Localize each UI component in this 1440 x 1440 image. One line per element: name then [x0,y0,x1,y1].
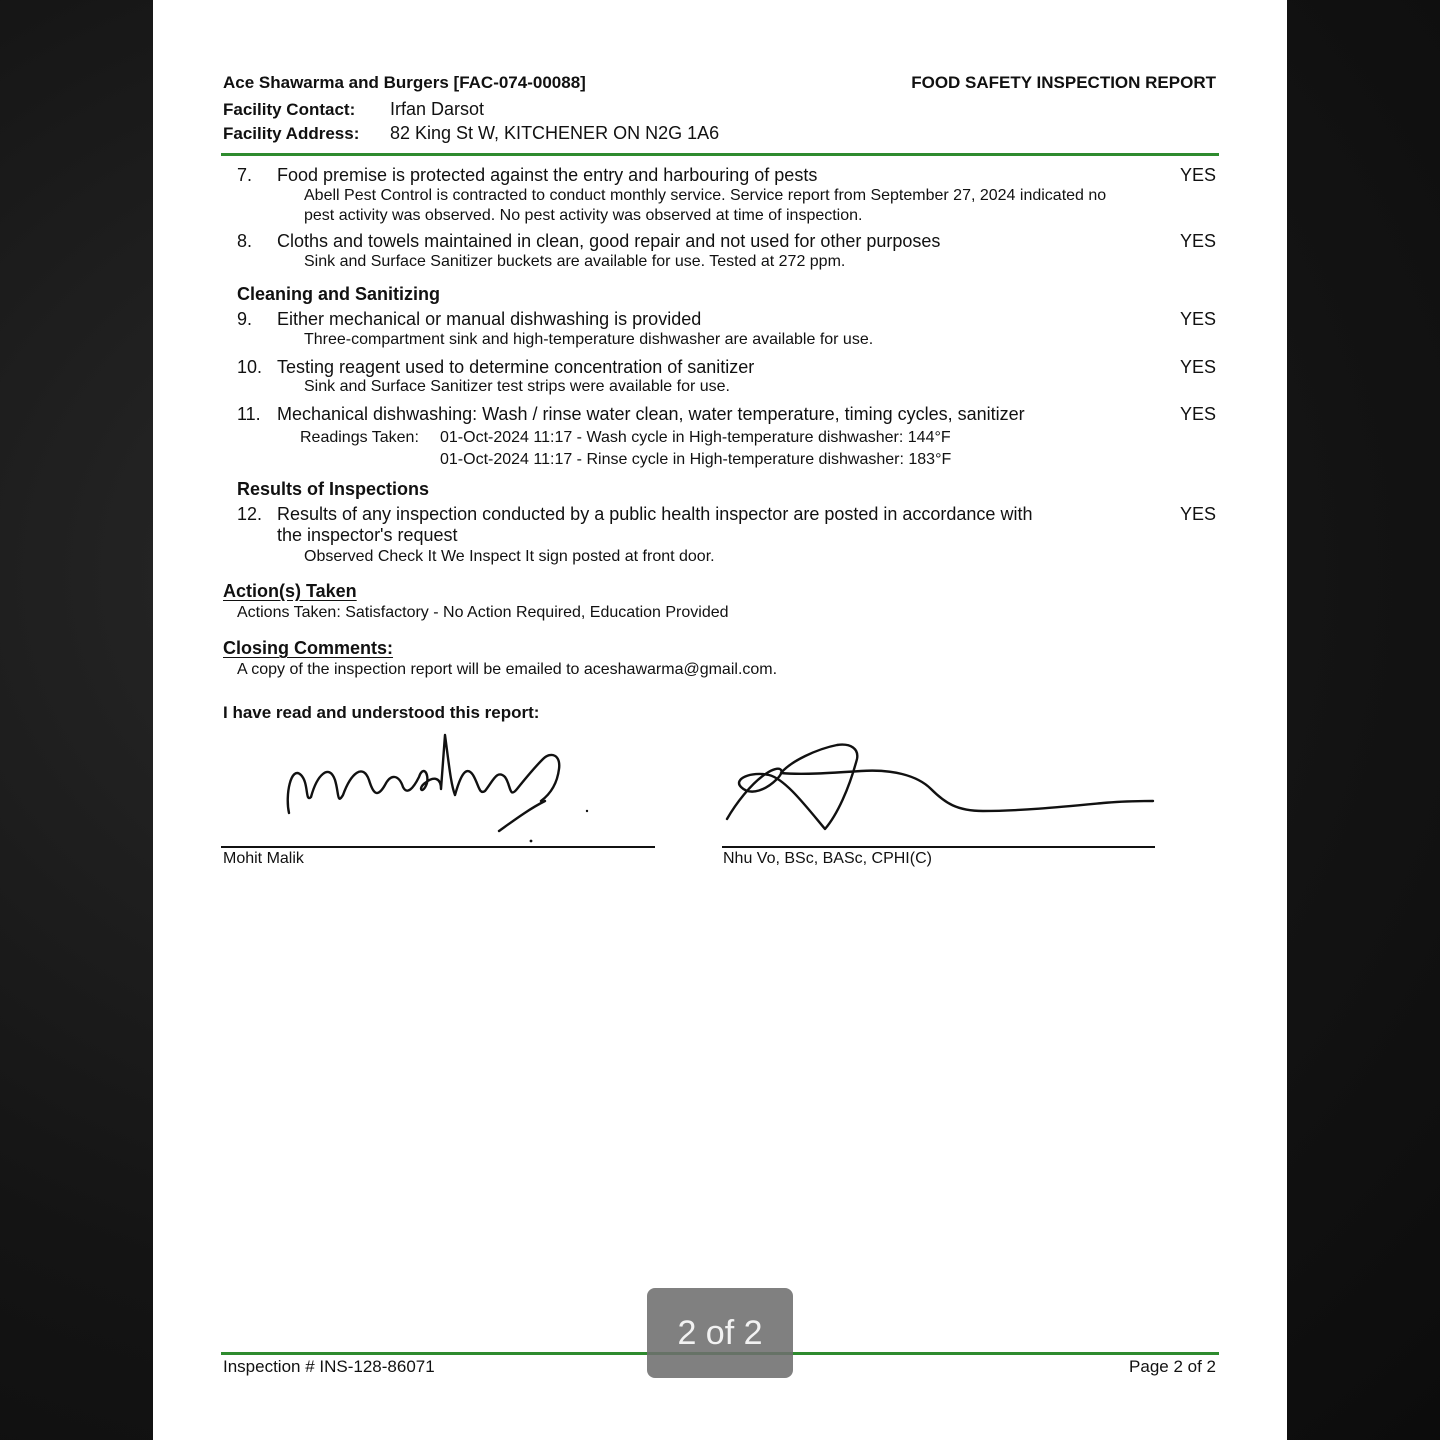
contact-label: Facility Contact: [223,100,356,119]
reading-value: 01-Oct-2024 11:17 - Wash cycle in High-temperature dishwasher: 144°F [440,429,951,446]
item-number: 12. [237,504,263,524]
contact-value: Irfan Darsot [390,99,485,119]
item-note: pest activity was observed. No pest activity was observed at time of inspection. [304,207,863,224]
actions-text: Actions Taken: Satisfactory - No Action Required, Education Provided [237,604,729,621]
signature-left-image [273,725,593,850]
item-note: Observed Check It We Inspect It sign posted at front door. [304,548,715,565]
reading-value: 01-Oct-2024 11:17 - Rinse cycle in High-temperature dishwasher: 183°F [440,451,952,468]
signature-left-name: Mohit Malik [223,850,304,867]
header-divider [221,153,1219,156]
item-number: 7. [237,165,253,185]
item-note: Sink and Surface Sanitizer test strips were available for use. [304,378,730,395]
inspection-number: Inspection # INS-128-86071 [223,1357,435,1376]
signature-right-image [721,735,1161,840]
address-label: Facility Address: [223,124,360,143]
readings-label: Readings Taken: [300,429,419,446]
item-number: 10. [237,357,263,377]
item-result: YES [1179,165,1216,185]
section-heading: Cleaning and Sanitizing [237,284,441,304]
item-text: Results of any inspection conducted by a public health inspector are posted in accordance with [277,504,1033,524]
closing-text: A copy of the inspection report will be emailed to aceshawarma@gmail.com. [237,661,778,678]
item-number: 9. [237,309,253,329]
item-result: YES [1179,309,1216,329]
item-number: 11. [237,404,261,424]
item-text: the inspector's request [277,525,458,545]
signature-right-line [722,846,1155,848]
item-number: 8. [237,231,253,251]
item-result: YES [1179,504,1216,524]
address-value: 82 King St W, KITCHENER ON N2G 1A6 [390,123,720,143]
page-indicator: 2 of 2 [647,1288,793,1378]
page-label: Page 2 of 2 [1129,1357,1216,1376]
facility-name: Ace Shawarma and Burgers [FAC-074-00088] [223,73,586,92]
item-text: Either mechanical or manual dishwashing is provided [277,309,702,329]
item-text: Testing reagent used to determine concentration of sanitizer [277,357,755,377]
item-note: Abell Pest Control is contracted to conduct monthly service. Service report from September 27, 2024 indicated no [304,187,1107,204]
item-note: Three-compartment sink and high-temperature dishwasher are available for use. [304,331,874,348]
item-result: YES [1179,404,1216,424]
actions-heading: Action(s) Taken [223,581,357,601]
signature-right-name: Nhu Vo, BSc, BASc, CPHI(C) [723,850,932,867]
closing-heading: Closing Comments: [223,638,394,658]
section-heading: Results of Inspections [237,479,430,499]
document-page [153,0,1287,1440]
report-title: FOOD SAFETY INSPECTION REPORT [911,73,1216,92]
item-text: Food premise is protected against the entry and harbouring of pests [277,165,818,185]
item-result: YES [1179,357,1216,377]
item-result: YES [1179,231,1216,251]
signature-left-line [221,846,655,848]
item-text: Mechanical dishwashing: Wash / rinse water clean, water temperature, timing cycles, sanitizer [277,404,1025,424]
acknowledgement-text: I have read and understood this report: [223,703,540,722]
item-note: Sink and Surface Sanitizer buckets are available for use. Tested at 272 ppm. [304,253,846,270]
item-text: Cloths and towels maintained in clean, good repair and not used for other purposes [277,231,941,251]
